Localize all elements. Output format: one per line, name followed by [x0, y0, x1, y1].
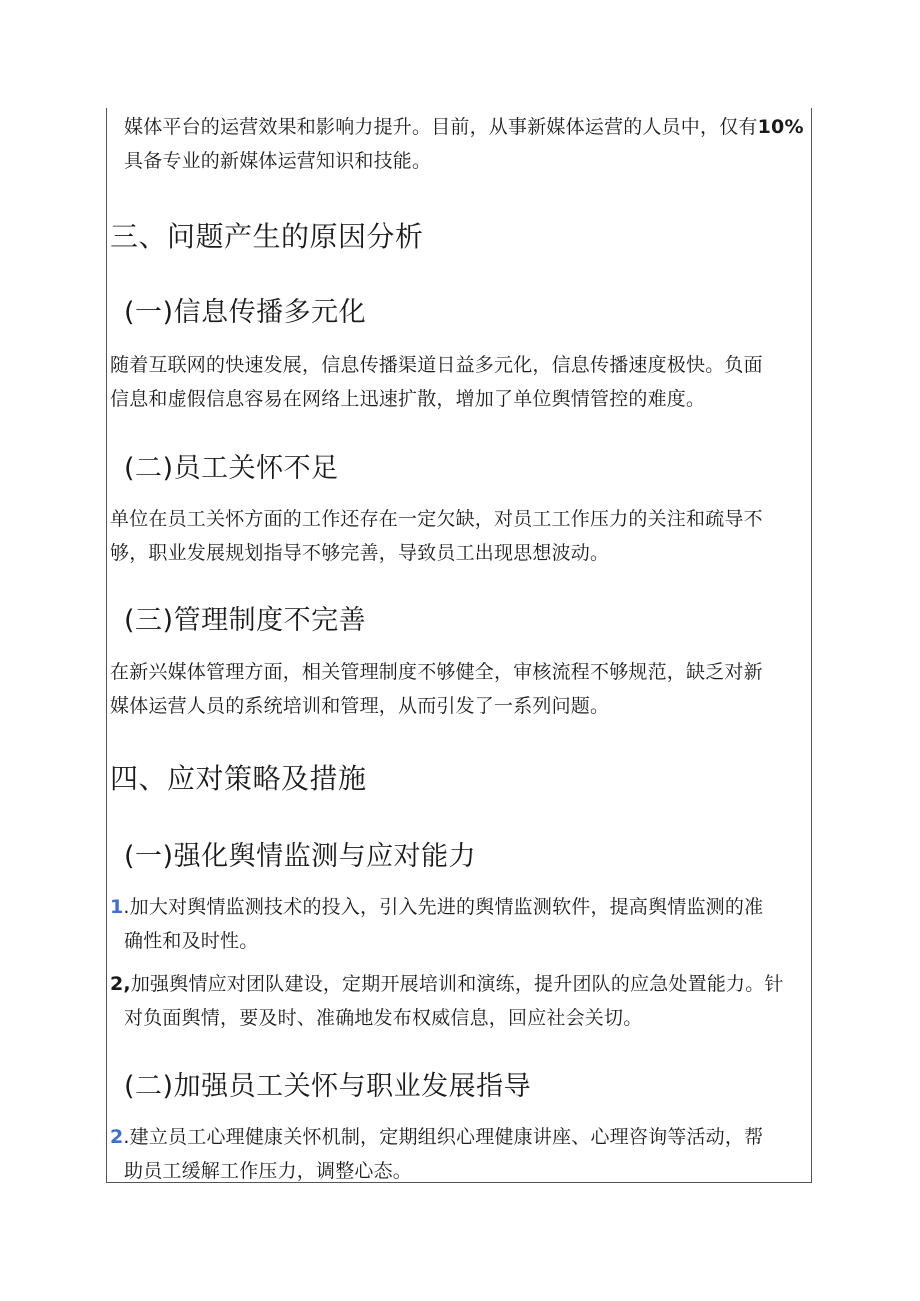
section-4-sub-1-item-1-line-1 — [110, 896, 763, 918]
section-3-sub-2-line-2: 够，职业发展规划指导不够完善，导致员工出现思想波动。 — [110, 542, 610, 564]
list-item-text: .建立员工心理健康关怀机制，定期组织心理健康讲座、心理咨询等活动，帮 — [123, 1126, 764, 1148]
section-3-sub-2-line-1: 单位在员工关怀方面的工作还存在一定欠缺，对员工工作压力的关注和疏导不 — [110, 508, 763, 530]
section-4-sub-2-heading: (二)加强员工关怀与职业发展指导 — [124, 1071, 532, 1102]
section-3-sub-2-heading: (二)员工关怀不足 — [124, 453, 339, 484]
section-3-sub-3-heading: (三)管理制度不完善 — [124, 605, 367, 636]
list-number: 2, — [110, 973, 131, 995]
intro-percentage: 10% — [757, 116, 804, 138]
section-4-heading: 四、应对策略及措施 — [110, 762, 367, 795]
section-4-sub-1-item-2-line-1 — [110, 973, 784, 995]
section-4-sub-1-item-1-line-2: 确性和及时性。 — [124, 930, 259, 952]
section-3-sub-1-heading: (一)信息传播多元化 — [124, 297, 367, 328]
list-item-text: 加强舆情应对团队建设，定期开展培训和演练，提升团队的应急处置能力。针 — [130, 973, 784, 995]
list-number: 2 — [110, 1126, 124, 1148]
section-4-sub-2-item-1-line-2: 助员工缓解工作压力，调整心态。 — [124, 1160, 413, 1182]
section-3-sub-1-line-2: 信息和虚假信息容易在网络上迅速扩散，增加了单位舆情管控的难度。 — [110, 388, 706, 410]
section-4-sub-1-item-2-line-2: 对负面舆情，要及时、准确地发布权威信息，回应社会关切。 — [124, 1007, 643, 1029]
section-3-sub-3-line-1: 在新兴媒体管理方面，相关管理制度不够健全，审核流程不够规范，缺乏对新 — [110, 661, 763, 683]
section-3-sub-1-line-1: 随着互联网的快速发展，信息传播渠道日益多元化，信息传播速度极快。负面 — [110, 354, 763, 376]
intro-line-1 — [124, 116, 804, 138]
intro-line-2: 具备专业的新媒体运营知识和技能。 — [124, 150, 432, 172]
section-3-heading: 三、问题产生的原因分析 — [110, 220, 424, 253]
section-4-sub-2-item-1-line-1 — [110, 1126, 763, 1148]
list-number: 1 — [110, 896, 124, 918]
list-item-text: .加大对舆情监测技术的投入，引入先进的舆情监测软件，提高舆情监测的准 — [123, 896, 764, 918]
intro-text: 媒体平台的运营效果和影响力提升。目前，从事新媒体运营的人员中，仅有 — [124, 116, 758, 138]
section-4-sub-1-heading: (一)强化舆情监测与应对能力 — [124, 841, 477, 872]
section-3-sub-3-line-2: 媒体运营人员的系统培训和管理，从而引发了一系列问题。 — [110, 695, 610, 717]
